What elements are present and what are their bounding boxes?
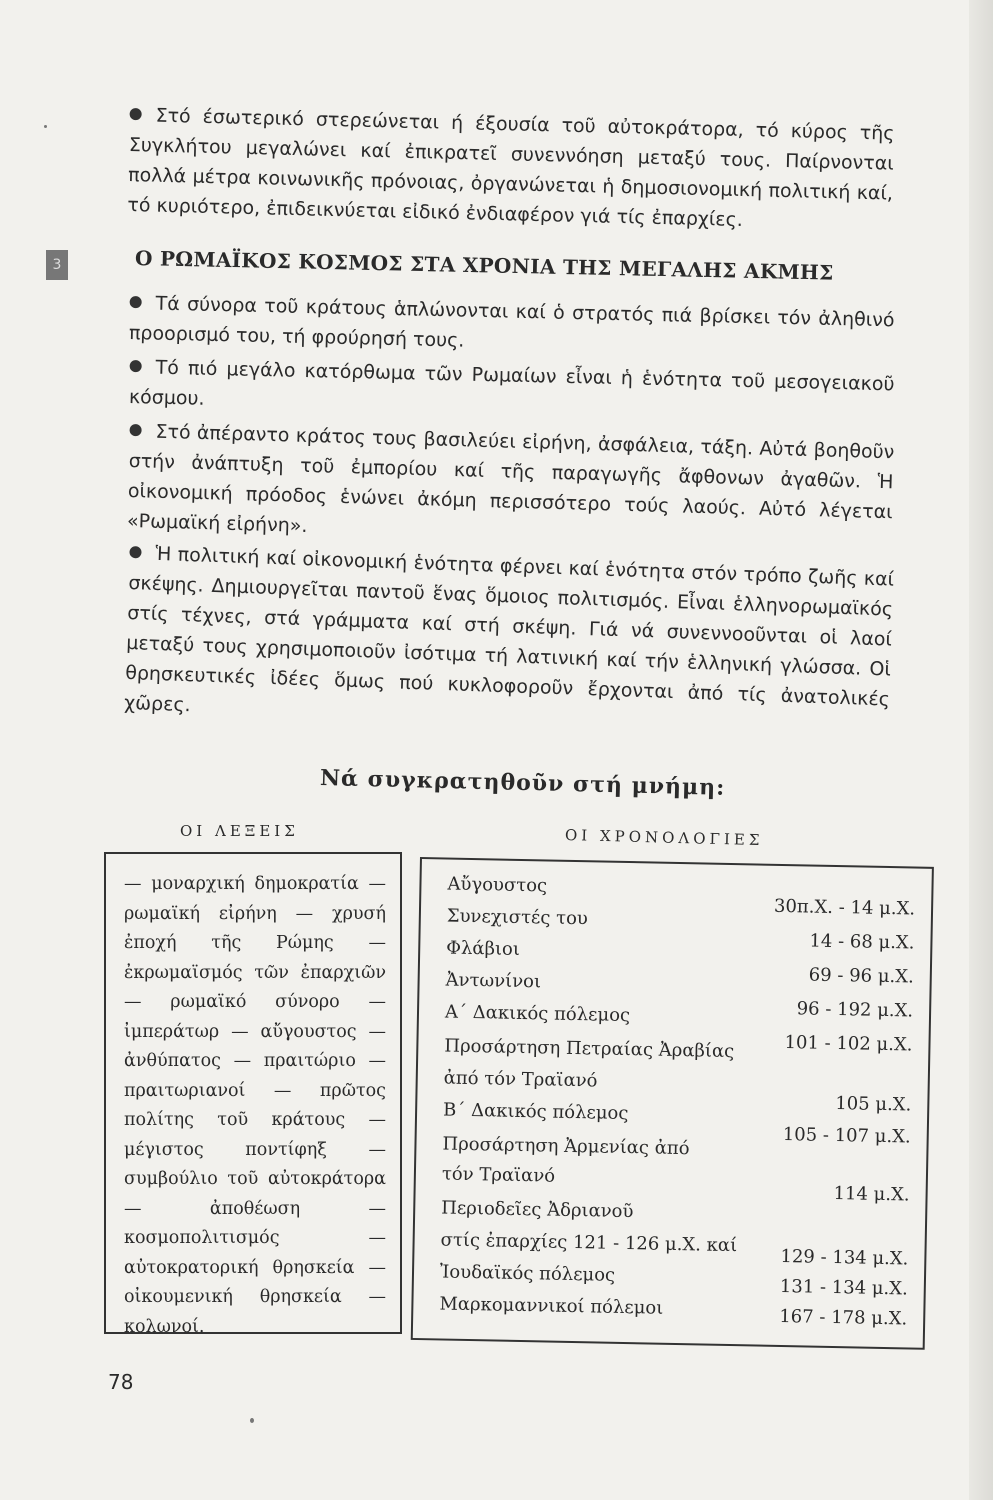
- bullet-text: Τά σύνορα τοῦ κράτους ἁπλώνονται καί ὁ στρατός πιά βρίσκει τόν ἀληθινό προορισμό του, τή φρούρησή τους.: [128, 292, 895, 352]
- chron-date: 101 - 102 μ.Χ.: [784, 1032, 913, 1056]
- chronologies-header: ΟΙ ΧΡΟΝΟΛΟΓΙΕΣ: [564, 826, 764, 850]
- chron-date: 14 - 68 μ.Χ.: [809, 930, 915, 954]
- chron-event: Αὔγουστος: [447, 873, 548, 897]
- bullet-icon: [130, 360, 142, 372]
- chron-event: Προσάρτηση Πετραίας Ἀραβίας: [444, 1035, 735, 1063]
- bullet-icon: [130, 108, 142, 120]
- chron-event: στίς ἐπαρχίες 121 - 126 μ.Χ. καί: [440, 1229, 738, 1257]
- bullet-text: Τό πιό μεγάλο κατόρθωμα τῶν Ρωμαίων εἶναι ἡ ἑνότητα τοῦ μεσογειακοῦ κόσμου.: [128, 356, 895, 410]
- chron-event: Ἰουδαϊκός πόλεμος: [439, 1261, 616, 1286]
- chron-date: 105 μ.Χ.: [835, 1093, 912, 1116]
- intro-text: Στό έσωτερικό στερεώνεται ή έξουσία τοῦ αὐτοκράτορα, τό κύρος τῆς Συγκλήτου μεγαλώνει καί ἐπικρατεῖ συνεννόηση μεταξύ τους. Παίρνονται πολλά μέτρα κοινωνικῆς πρόνοιας, ὀργανώνεται ἡ δημοσιονομική πολιτική καί, τό κυριότερο, ἐπιδεικνύεται εἰδικό ἐνδιαφέρον γιά τίς ἐπαρχίες.: [127, 104, 895, 232]
- chron-date: 105 - 107 μ.Χ.: [782, 1124, 911, 1148]
- bullet-paragraph-2: [129, 352, 895, 429]
- chron-date: 69 - 96 μ.Χ.: [808, 964, 914, 988]
- chron-date: 96 - 192 μ.Χ.: [796, 998, 914, 1022]
- chron-event: Φλάβιοι: [446, 937, 521, 960]
- bullet-icon: [129, 424, 141, 436]
- words-box: [104, 852, 402, 1337]
- words-list: — μοναρχική δημοκρατία — ρωμαϊκή εἰρήνη — χρυσή ἐποχή τῆς Ρώμης — ἐκρωμαϊσμός τῶν ἐπαρχιῶν — ρωμαϊκό σύνορο — ἰμπεράτωρ — αὔγουστος — ἀνθύπατος — πραιτώριο — πραιτωριανοί — πρῶτος πολίτης τοῦ κράτους — μέγιστος ποντίφηξ — συμβούλιο τοῦ αὐτοκράτορα — ἀποθέωση — κοσμοπολιτισμός — αὐτοκρατορική θρησκεία — οἰκουμενική θρησκεία — κολωνοί.: [124, 874, 386, 1337]
- print-speck: [44, 125, 47, 128]
- page-edge-shadow: [969, 0, 993, 1500]
- chron-event: Περιοδεῖες Ἀδριανοῦ: [441, 1197, 634, 1223]
- chron-date: 30π.Χ. - 14 μ.Χ.: [773, 895, 916, 920]
- chronologies-box: [411, 857, 934, 1350]
- bullet-icon: [129, 546, 141, 558]
- bullet-text: Ἡ πολιτική καί οἰκονομική ἑνότητα φέρνει καί ἑνότητα στόν τρόπο ζωῆς καί σκέψης. Δημιουργεῖται παντοῦ ἕνας ὅμοιος πολιτισμός. Εἶναι ἑλληνορωμαϊκός στίς τέχνες, στά γράμματα καί στή σκέψη. Γιά νά συνεννοοῦνται οἱ λαοί μεταξύ τους χρησιμοποιοῦν ἰσότιμα τή λατινική καί τήν ἑλληνική γλώσσα. Οἱ θρησκευτικές ἰδέες ὅμως πού κυκλοφοροῦν ἔρχονται ἀπό τίς ἀνατολικές χῶρες.: [123, 542, 895, 717]
- remember-title: Νά συγκρατηθοῦν στή μνήμη:: [319, 765, 726, 801]
- chron-event: Α΄ Δακικός πόλεμος: [444, 1001, 631, 1027]
- bullet-icon: [130, 296, 142, 308]
- chron-date: 114 μ.Χ.: [833, 1183, 910, 1206]
- print-speck: [250, 1418, 254, 1423]
- chron-date: 167 - 178 μ.Χ.: [779, 1305, 908, 1330]
- chron-event: Μαρκομαννικοί πόλεμοι: [439, 1293, 664, 1319]
- bullet-paragraph-4: [124, 538, 895, 745]
- section-heading: Ο ΡΩΜΑΪΚΟΣ ΚΟΣΜΟΣ ΣΤΑ ΧΡΟΝΙΑ ΤΗΣ ΜΕΓΑΛΗΣ ΑΚΜΗΣ: [134, 246, 834, 285]
- intro-paragraph: [127, 100, 895, 239]
- chron-event: Προσάρτηση Ἀρμενίας ἀπό: [442, 1133, 690, 1160]
- bullet-paragraph-3: [127, 416, 895, 557]
- chron-date: 129 - 134 μ.Χ.: [780, 1245, 909, 1270]
- words-header: ΟΙ ΛΕΞΕΙΣ: [180, 822, 299, 840]
- chron-event: ἀπό τόν Τραϊανό: [443, 1067, 598, 1092]
- chron-event: Ἀντωνίνοι: [445, 969, 542, 993]
- chron-event: Β΄ Δακικός πόλεμος: [442, 1099, 629, 1125]
- chron-date: 131 - 134 μ.Χ.: [779, 1275, 908, 1300]
- chron-event: τόν Τραϊανό: [441, 1163, 556, 1187]
- page-number: 78: [108, 1370, 134, 1394]
- section-number-marker: 3: [46, 250, 68, 280]
- bullet-text: Στό ἀπέραντο κράτος τους βασιλεύει εἰρήνη, ἀσφάλεια, τάξη. Αὐτά βοηθοῦν στήν ἀνάπτυξη τοῦ ἐμπορίου καί τῆς παραγωγῆς ἄφθονων ἀγαθῶν. Ἡ οἰκονομική πρόοδος ἑνώνει ἀκόμη περισσότερο τούς λαούς. Αὐτό λέγεται «Ρωμαϊκή εἰρήνη».: [126, 420, 895, 537]
- chron-event: Συνεχιστές του: [446, 905, 589, 930]
